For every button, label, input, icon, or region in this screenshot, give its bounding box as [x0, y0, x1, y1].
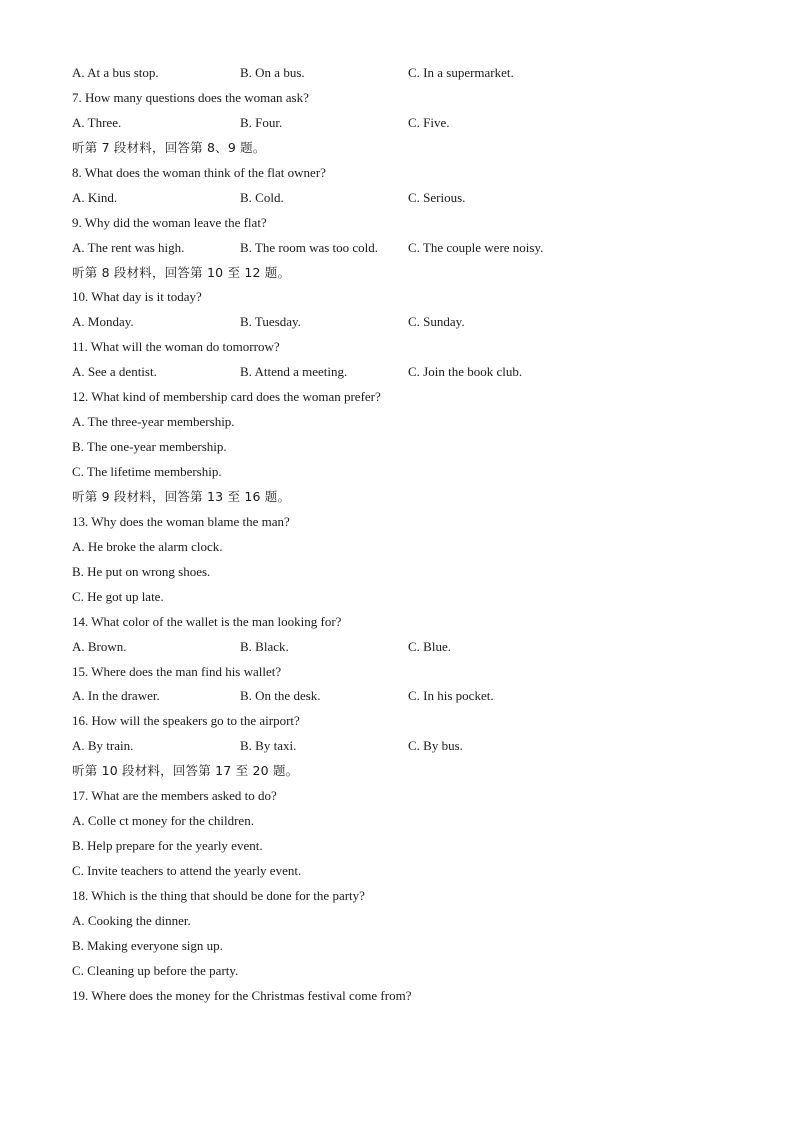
options-row [72, 685, 752, 710]
option-c: C. Serious. [408, 189, 466, 205]
question-text: 17. What are the members asked to do? [72, 788, 277, 804]
option-a: A. Kind. [72, 189, 118, 205]
option-line: C. The lifetime membership. [72, 464, 222, 479]
option-line: A. Cooking the dinner. [72, 912, 191, 928]
options-row [72, 62, 752, 87]
section-instruction: 听第 9 段材料，回答第 13 至 16 题。 [72, 488, 291, 504]
option-a: A. The rent was high. [72, 239, 185, 255]
options-row [72, 237, 752, 262]
option-b: B. Tuesday. [240, 314, 301, 330]
section-instruction: 听第 10 段材料，回答第 17 至 20 题。 [72, 763, 299, 779]
option-line: B. Help prepare for the yearly event. [72, 838, 263, 854]
options-row [72, 361, 752, 386]
option-a: A. Monday. [72, 314, 134, 330]
option-b: B. By taxi. [240, 738, 297, 754]
option-b: B. Four. [240, 114, 283, 130]
option-a: A. Three. [72, 114, 122, 130]
question-text: 12. What kind of membership card does the woman prefer? [72, 389, 381, 405]
question-text: 19. Where does the money for the Christmas festival come from? [72, 987, 412, 1003]
options-row [72, 187, 752, 212]
option-b: B. On a bus. [240, 65, 305, 80]
option-c: C. By bus. [408, 738, 463, 754]
option-line: A. The three-year membership. [72, 414, 235, 430]
option-line: A. He broke the alarm clock. [72, 538, 223, 554]
option-b: B. Attend a meeting. [240, 364, 348, 380]
question-text: 9. Why did the woman leave the flat? [72, 214, 267, 230]
option-c: C. In his pocket. [408, 688, 494, 704]
option-line: B. The one-year membership. [72, 439, 227, 455]
option-c: C. Five. [408, 114, 450, 130]
question-text: 14. What color of the wallet is the man looking for? [72, 613, 342, 629]
option-b: B. Black. [240, 638, 289, 654]
option-a: A. By train. [72, 738, 134, 754]
option-b: B. The room was too cold. [240, 239, 379, 255]
option-a: A. In the drawer. [72, 688, 160, 704]
exam-page [72, 62, 752, 1010]
section-instruction: 听第 8 段材料，回答第 10 至 12 题。 [72, 264, 291, 280]
option-line: C. Cleaning up before the party. [72, 962, 239, 978]
option-c: C. Join the book club. [408, 364, 523, 380]
option-line: A. Colle ct money for the children. [72, 813, 254, 829]
option-line: C. He got up late. [72, 588, 164, 604]
option-c: C. The couple were noisy. [408, 239, 544, 255]
question-text: 16. How will the speakers go to the airport? [72, 713, 300, 729]
options-row [72, 311, 752, 336]
option-c: C. In a supermarket. [408, 65, 514, 80]
option-line: B. He put on wrong shoes. [72, 563, 211, 579]
options-row [72, 735, 752, 760]
question-text: 13. Why does the woman blame the man? [72, 513, 290, 529]
option-line: B. Making everyone sign up. [72, 937, 223, 953]
options-row [72, 112, 752, 137]
option-c: C. Sunday. [408, 314, 465, 330]
option-c: C. Blue. [408, 638, 451, 654]
option-a: A. See a dentist. [72, 364, 157, 380]
question-text: 11. What will the woman do tomorrow? [72, 339, 280, 355]
section-instruction: 听第 7 段材料，回答第 8、9 题。 [72, 139, 266, 155]
options-row [72, 636, 752, 661]
option-a: A. Brown. [72, 638, 127, 654]
option-line: C. Invite teachers to attend the yearly event. [72, 863, 302, 878]
option-b: B. Cold. [240, 189, 284, 205]
option-b: B. On the desk. [240, 688, 321, 704]
question-text: 15. Where does the man find his wallet? [72, 663, 282, 679]
question-text: 18. Which is the thing that should be done for the party? [72, 887, 365, 903]
option-a: A. At a bus stop. [72, 65, 159, 80]
question-text: 10. What day is it today? [72, 289, 202, 305]
question-text: 7. How many questions does the woman ask? [72, 89, 309, 105]
question-text: 8. What does the woman think of the flat owner? [72, 164, 326, 180]
